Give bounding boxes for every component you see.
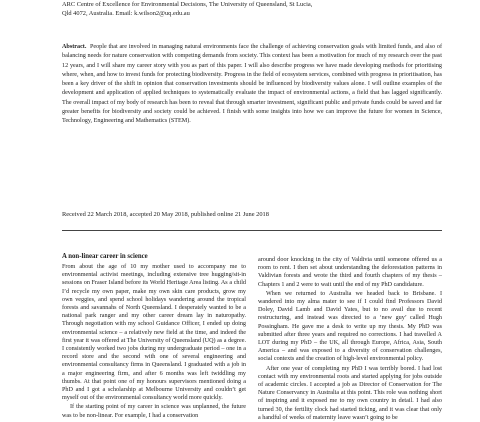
affiliation-line-1: ARC Centre of Excellence for Environmental Decisions, The University of Queensland, St Lucia,	[62, 1, 313, 8]
left-column	[62, 252, 246, 420]
abstract-label: Abstract.	[62, 44, 87, 50]
abstract-text: People that are involved in managing natural environments face the challenge of achieving conservation goals with limited funds, and also of balancing needs for nature conservation with competing demands from society. This context has been a motivation for much of my research over the past 12 years, and I will share my career story with you as part of this paper. I will also describe progress we have made developing methods for prioritising where, when, and how to invest funds for protecting biodiversity. Progress in the field of ecosystem services, combined with progress in prioritisation, has been a key driver of the shift in opinion that conservation investments should be influenced by biodiversity values alone. I will outline examples of the development and application of applied techniques to systematically evaluate the impact of environmental actions, a field that has lagged significantly. The overall impact of my body of research has been to reveal that through smarter investment, significant public and private funds could be saved and far greater benefits for biodiversity and society could be achieved. I finish with some insights into how we can improve the future for women in Science, Technology, Engineering and Mathematics (STEM).	[62, 44, 442, 125]
right-column	[258, 256, 442, 422]
body-paragraph: around door knocking in the city of Valdivia until someone offered us a room to rent. I then set about understanding the deforestation patterns in Valdivian forests and wrote the third and fourth chapters of my thesis – Chapters 1 and 2 were to wait until the end of my PhD candidature.	[258, 257, 442, 288]
section-heading: A non-linear career in science	[62, 253, 148, 260]
section-divider	[62, 230, 442, 231]
affiliation-line-2: Qld 4072, Australia. Email: k.wilson2@uq.edu.au	[62, 9, 190, 17]
author-affiliation	[62, 1, 442, 19]
publication-dates: Received 22 March 2018, accepted 20 May 2018, published online 21 June 2018	[62, 211, 269, 218]
body-paragraph: When we returned to Australia we headed back to Brisbane. I wandered into my alma mater to see if I could find Professors David Doley, David Lamb and David Yates, but to no avail due to recent restructuring, and instead was directed to a ‘new guy’ called Hugh Possingham. He gave me a desk to write up my thesis. My PhD was submitted after three years and required no corrections. I had travelled A LOT during my PhD – the UK, all through Europe, Africa, Asia, South America – and was exposed to a diversity of conservation challenges, social contexts and the creation of high-level environmental policy.	[258, 290, 442, 363]
body-paragraph: From about the age of 10 my mother used to accompany me to environmental activist meetings, including extensive tree hugging/sit-in sessions on Fraser Island before its World Heritage Area listing. As a child I’d recycle my own paper, make my own skin care products, grow my own veggies, and spend school holidays wandering around the tropical forests and savannahs of North Queensland. I desperately wanted to be a national park ranger and my other career dream lay in naturopathy. Through negotiation with my school Guidance Officer, I ended up doing environmental science – a relatively new field at the time, and indeed the first year it was offered at The University of Queensland (UQ) as a degree. I consistently worked two jobs during my undergraduate period – one in a record store and the second with one of several engineering and environmental consultancy firms in Queensland. I graduated with a job in a major engineering firm, and after 6 months was left twiddling my thumbs. At that point one of my honours supervisors mentioned doing a PhD and I got a scholarship at Melbourne University and couldn’t get myself out of the environmental consultancy world more quickly.	[62, 264, 246, 402]
body-paragraph: If the starting point of my career in science was unplanned, the future was to be non-linear. For example, I had a conservation	[62, 404, 246, 419]
abstract	[62, 43, 442, 127]
body-paragraph: After one year of completing my PhD I was terribly bored. I had lost contact with my environmental roots and started applying for jobs outside of academic circles. I accepted a job as Director of Conservation for The Nature Conservancy in Australia at this point. This role was nothing short of inspiring and it exposed me to my own country in detail. I had also turned 30, the fertility clock had started ticking, and it was clear that only a handful of weeks of maternity leave wasn’t going to be	[258, 365, 442, 421]
abstract-paragraph	[62, 43, 442, 127]
